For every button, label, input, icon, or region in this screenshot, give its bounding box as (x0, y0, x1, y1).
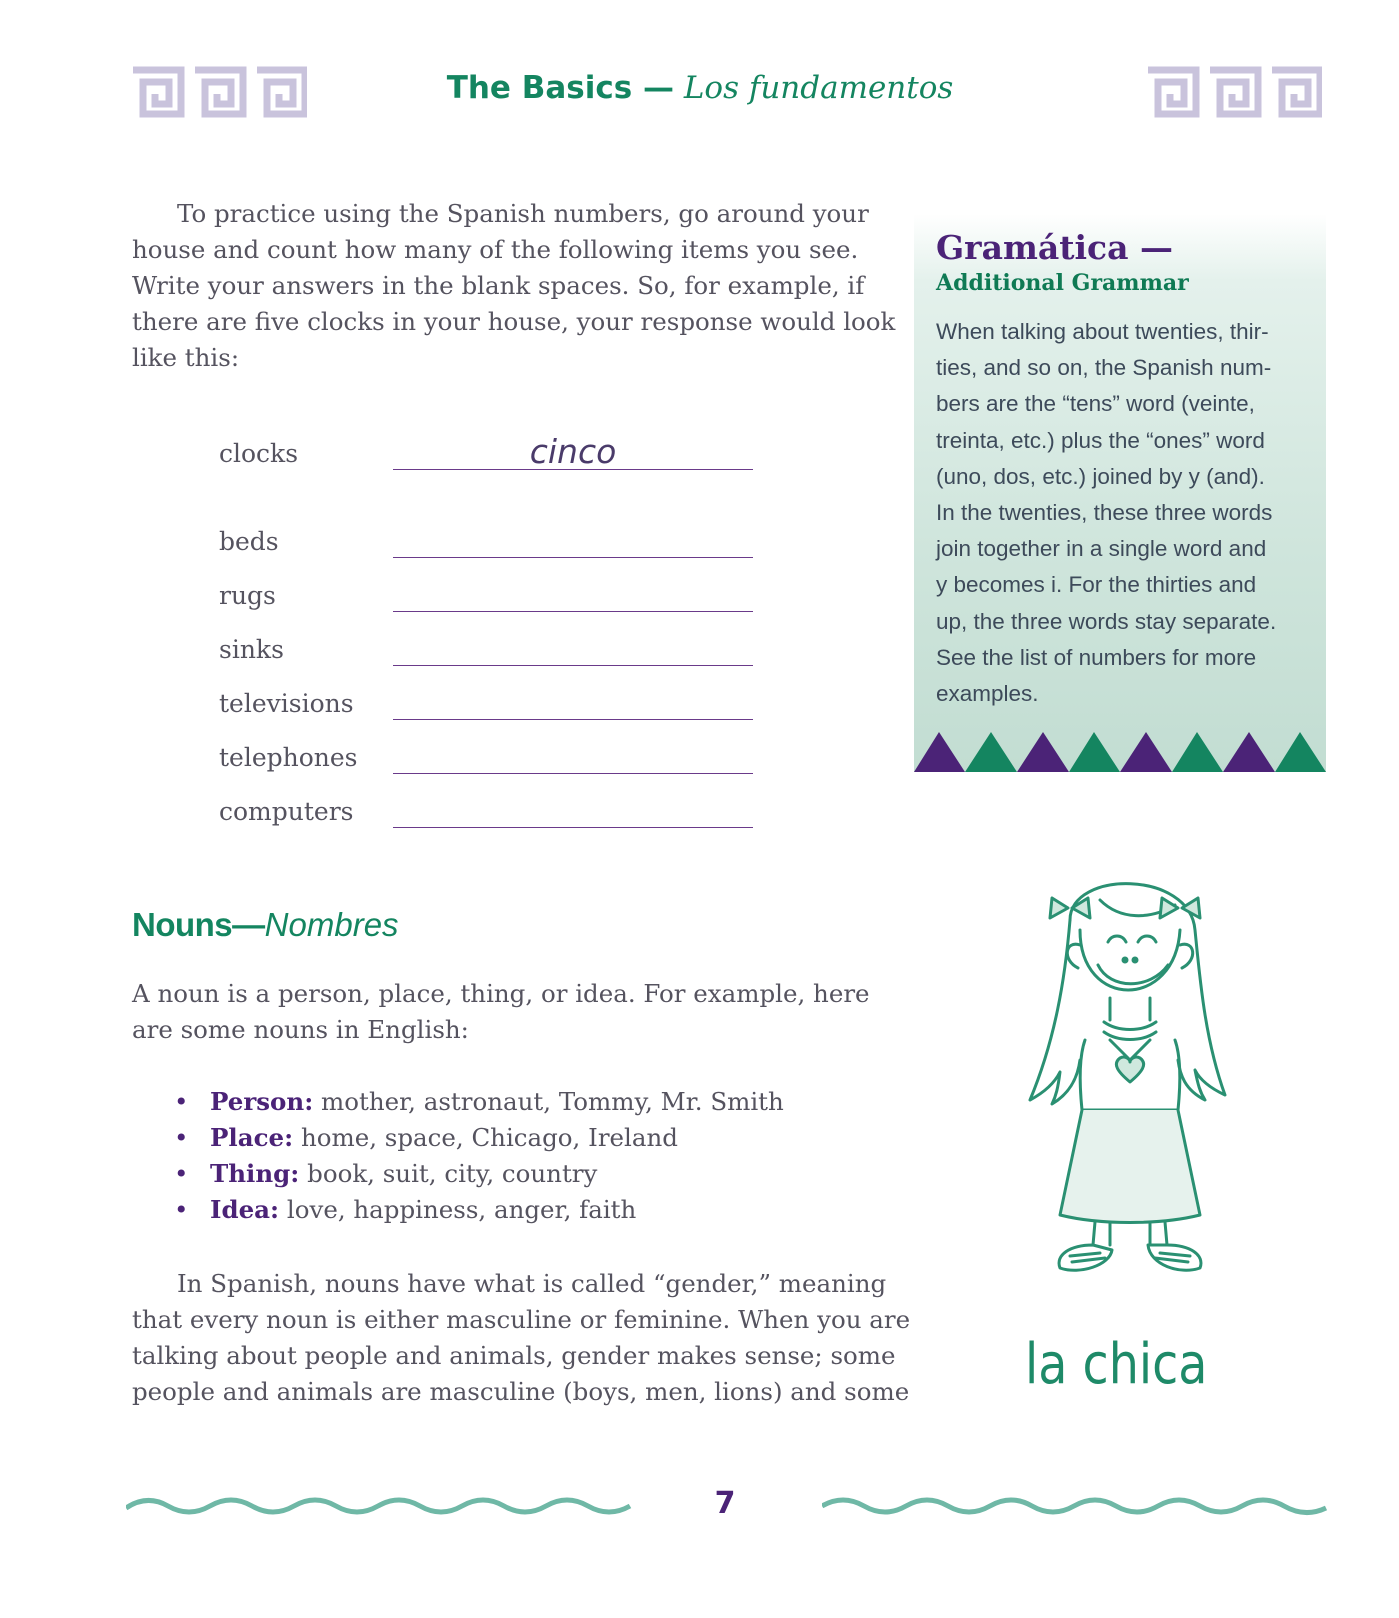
fill-label: computers (219, 797, 354, 826)
grammar-line: (uno, dos, etc.) joined by y (and). (936, 463, 1265, 489)
answer-example: cinco (529, 432, 617, 471)
wave-ornament-right (822, 1490, 1328, 1520)
fill-row-beds (219, 518, 759, 558)
intro-paragraph (132, 196, 896, 376)
grammar-line: join together in a single word and (936, 536, 1267, 562)
fill-label: telephones (219, 743, 358, 772)
nouns-heading-english: Nouns— (132, 906, 265, 943)
bullet-term: Place: (210, 1123, 294, 1152)
fill-label: rugs (219, 581, 276, 610)
intro-line: house and count how many of the following items you see. (132, 235, 859, 264)
grammar-line: See the list of numbers for more (936, 644, 1257, 670)
bullet-term: Thing: (210, 1159, 300, 1188)
definition-line: A noun is a person, place, thing, or idea. For example, here (132, 979, 870, 1008)
grammar-body (936, 314, 1316, 712)
bullet-term: Idea: (210, 1195, 280, 1224)
list-item (174, 1192, 784, 1228)
triangle-border (914, 728, 1326, 772)
grammar-sidebar (914, 214, 1326, 772)
fill-label: televisions (219, 689, 354, 718)
intro-line: To practice using the Spanish numbers, go around your (177, 199, 869, 228)
fill-row-clocks (219, 430, 759, 470)
fill-row-televisions (219, 680, 759, 720)
answer-blank[interactable] (393, 791, 753, 828)
grammar-line: bers are the “tens” word (veinte, (936, 391, 1255, 417)
bullet-text: home, space, Chicago, Ireland (293, 1123, 678, 1152)
illustration-caption: la chica (1025, 1332, 1208, 1397)
fill-label: clocks (219, 439, 299, 468)
grammar-line: treinta, etc.) plus the “ones” word (936, 427, 1265, 453)
grammar-line: examples. (936, 681, 1039, 707)
answer-blank[interactable] (393, 521, 753, 558)
nouns-heading (132, 906, 399, 944)
girl-illustration (1000, 860, 1250, 1305)
intro-line: there are five clocks in your house, your response would look (132, 307, 896, 336)
greek-key-ornament-right (1144, 66, 1322, 118)
header-title-english: The Basics — (446, 70, 674, 106)
list-item (174, 1156, 784, 1192)
gender-line: talking about people and animals, gender makes sense; some (132, 1341, 896, 1370)
fill-row-rugs (219, 572, 759, 612)
running-header (440, 70, 960, 106)
noun-definition (132, 976, 892, 1048)
fill-label: sinks (219, 635, 284, 664)
grammar-line: In the twenties, these three words (936, 500, 1273, 526)
noun-examples-list (174, 1084, 784, 1228)
list-item (174, 1084, 784, 1120)
grammar-title: Gramática — (936, 228, 1173, 267)
grammar-line: When talking about twenties, thir- (936, 319, 1269, 344)
fill-row-sinks (219, 626, 759, 666)
answer-blank[interactable] (393, 737, 753, 774)
answer-blank[interactable] (393, 629, 753, 666)
answer-blank[interactable] (393, 683, 753, 720)
bullet-text: love, happiness, anger, faith (279, 1195, 637, 1224)
intro-line: Write your answers in the blank spaces. So, for example, if (132, 271, 865, 300)
bullet-text: book, suit, city, country (299, 1159, 598, 1188)
gender-paragraph (132, 1266, 911, 1410)
fill-row-telephones (219, 734, 759, 774)
nouns-heading-spanish: Nombres (264, 906, 399, 943)
header-title-spanish: Los fundamentos (683, 70, 954, 106)
intro-line: like this: (132, 343, 240, 372)
gender-line: In Spanish, nouns have what is called “gender,” meaning (177, 1269, 887, 1298)
answer-blank[interactable] (393, 433, 753, 470)
grammar-line: up, the three words stay separate. (936, 608, 1277, 634)
gender-line: that every noun is either masculine or feminine. When you are (132, 1305, 911, 1334)
definition-line: are some nouns in English: (132, 1015, 469, 1044)
fill-label: beds (219, 527, 279, 556)
answer-blank[interactable] (393, 575, 753, 612)
bullet-term: Person: (210, 1087, 314, 1116)
grammar-line: y becomes i. For the thirties and (936, 572, 1257, 598)
greek-key-ornament-left (129, 66, 307, 118)
grammar-subtitle: Additional Grammar (936, 270, 1189, 296)
fill-row-computers (219, 788, 759, 828)
wave-ornament-left (126, 1490, 636, 1520)
bullet-text: mother, astronaut, Tommy, Mr. Smith (313, 1087, 784, 1116)
page-number: 7 (714, 1486, 736, 1521)
gender-line: people and animals are masculine (boys, men, lions) and some (132, 1377, 910, 1406)
list-item (174, 1120, 784, 1156)
grammar-line: ties, and so on, the Spanish num- (936, 355, 1272, 381)
